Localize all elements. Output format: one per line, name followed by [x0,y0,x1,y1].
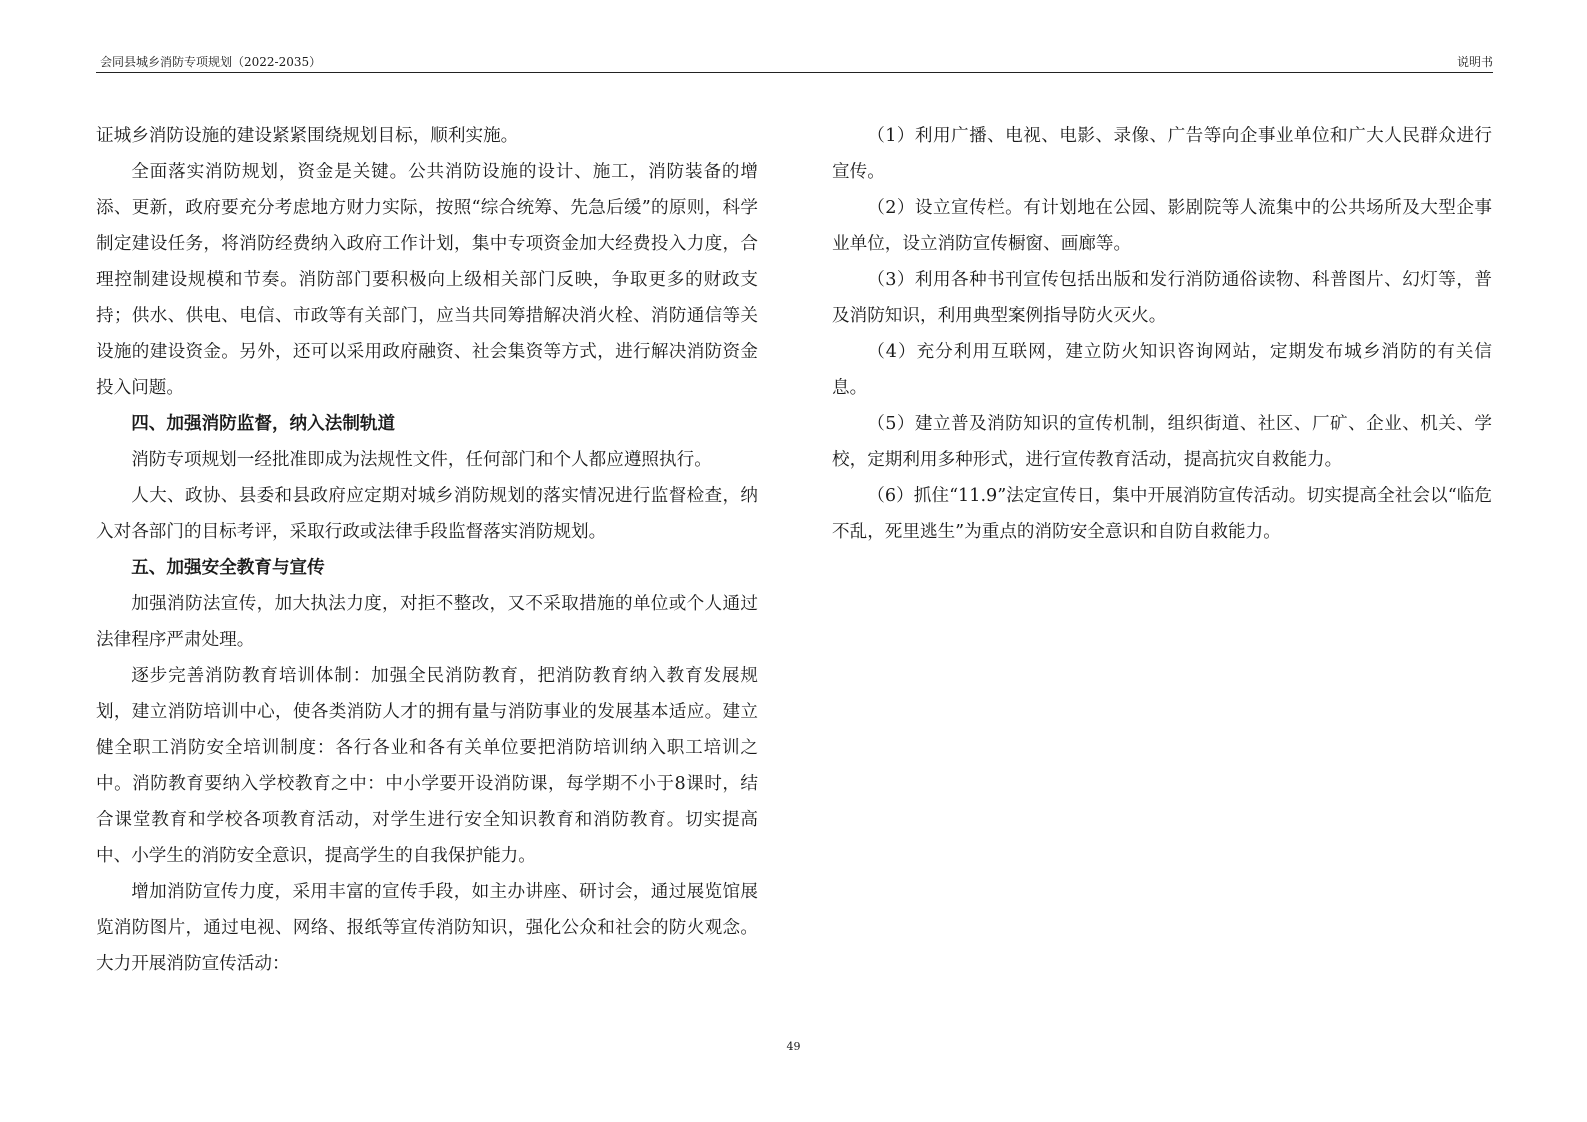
paragraph: 加强消防法宣传，加大执法力度，对拒不整改，又不采取措施的单位或个人通过法律程序严肃处理。 [96,594,758,650]
paragraph: 全面落实消防规划，资金是关键。公共消防设施的设计、施工，消防装备的增添、更新，政府要充分考虑地方财力实际，按照“综合统筹、先急后缓”的原则，科学制定建设任务，将消防经费纳入政府工作计划，集中专项资金加大经费投入力度，合理控制建设规模和节奏。消防部门要积极向上级相关部门反映，争取更多的财政支持；供水、供电、电信、市政等有关部门，应当共同筹措解决消火栓、消防通信等关设施的建设资金。另外，还可以采用政府融资、社会集资等方式，进行解决消防资金投入问题。 [96,162,758,398]
paragraph: 人大、政协、县委和县政府应定期对城乡消防规划的落实情况进行监督检查，纳入对各部门的目标考评，采取行政或法律手段监督落实消防规划。 [96,486,758,542]
document-section-label: 说明书 [1456,55,1493,69]
document-title: 会同县城乡消防专项规划（2022-2035） [100,55,322,69]
list-item: （2）设立宣传栏。有计划地在公园、影剧院等人流集中的公共场所及大型企事业单位，设立消防宣传橱窗、画廊等。 [832,198,1492,254]
paragraph: 逐步完善消防教育培训体制：加强全民消防教育，把消防教育纳入教育发展规划，建立消防培训中心，使各类消防人才的拥有量与消防事业的发展基本适应。建立健全职工消防安全培训制度：各行各业和各有关单位要把消防培训纳入职工培训之中。消防教育要纳入学校教育之中：中小学要开设消防课，每学期不小于8课时，结合课堂教育和学校各项教育活动，对学生进行安全知识教育和消防教育。切实提高中、小学生的消防安全意识，提高学生的自我保护能力。 [96,666,758,866]
list-item: （4）充分利用互联网，建立防火知识咨询网站，定期发布城乡消防的有关信息。 [832,342,1492,398]
left-column [96,118,758,982]
paragraph: 消防专项规划一经批准即成为法规性文件，任何部门和个人都应遵照执行。 [131,450,712,470]
paragraph: 证城乡消防设施的建设紧紧围绕规划目标，顺利实施。 [96,126,519,146]
section-heading: 四、加强消防监督，纳入法制轨道 [131,413,396,434]
list-item: （3）利用各种书刊宣传包括出版和发行消防通俗读物、科普图片、幻灯等，普及消防知识，利用典型案例指导防火灭火。 [832,270,1492,326]
page-number: 49 [786,1040,801,1053]
paragraph: 增加消防宣传力度，采用丰富的宣传手段，如主办讲座、研讨会，通过展览馆展览消防图片，通过电视、网络、报纸等宣传消防知识，强化公众和社会的防火观念。大力开展消防宣传活动： [96,882,758,974]
list-item: （1）利用广播、电视、电影、录像、广告等向企事业单位和广大人民群众进行宣传。 [832,126,1492,182]
list-item: （6）抓住“11.9”法定宣传日，集中开展消防宣传活动。切实提高全社会以“临危不乱，死里逃生”为重点的消防安全意识和自防自救能力。 [832,486,1492,542]
list-item: （5）建立普及消防知识的宣传机制，组织街道、社区、厂矿、企业、机关、学校，定期利用多种形式，进行宣传教育活动，提高抗灾自救能力。 [832,414,1492,470]
header-rule [96,72,1493,73]
section-heading: 五、加强安全教育与宣传 [131,557,325,578]
right-column [832,118,1492,550]
